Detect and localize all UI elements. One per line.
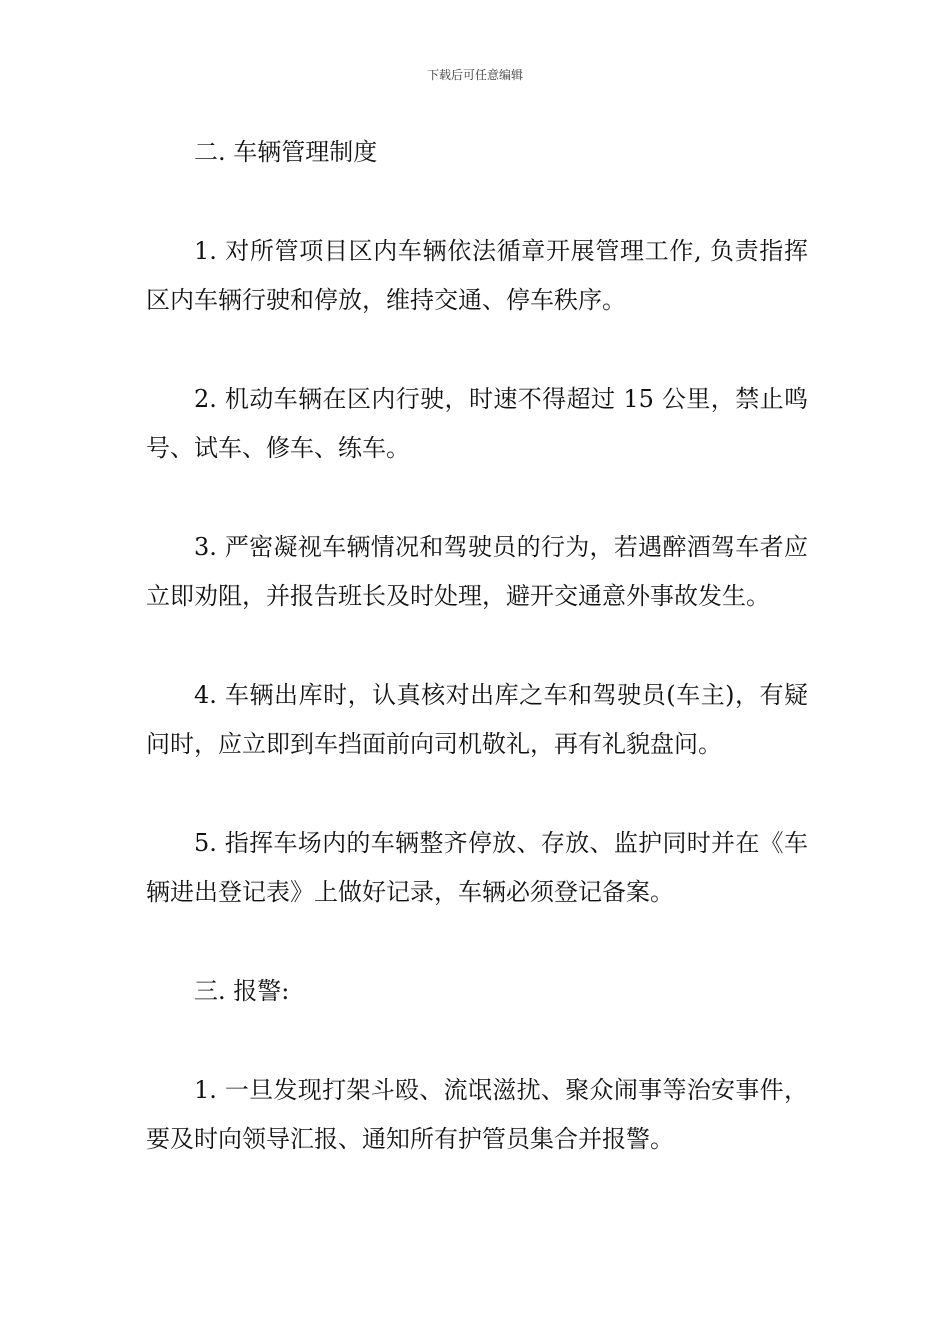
paragraph-item-3: 3. 严密凝视车辆情况和驾驶员的行为，若遇醉酒驾车者应立即劝阻，并报告班长及时处理，避开交通意外事故发生。 [146,533,808,610]
paragraph-item-1: 1. 对所管项目区内车辆依法循章开展管理工作, 负责指挥区内车辆行驶和停放，维持交通、停车秩序。 [146,237,808,314]
paragraph-item-4: 4. 车辆出库时，认真核对出库之车和驾驶员(车主)，有疑问时，应立即到车挡面前向司机敬礼，再有礼貌盘问。 [146,681,808,758]
document-body [146,128,808,1214]
paragraph-item-5: 5. 指挥车场内的车辆整齐停放、存放、监护同时并在《车辆进出登记表》上做好记录，车辆必须登记备案。 [146,829,808,906]
header-note: 下载后可任意编辑 [426,68,523,82]
paragraph-item-2: 2. 机动车辆在区内行驶，时速不得超过 15 公里，禁止鸣号、试车、修车、练车。 [146,385,808,462]
paragraph-alarm-item-1: 1. 一旦发现打架斗殴、流氓滋扰、聚众闹事等治安事件，要及时向领导汇报、通知所有护管员集合并报警。 [146,1076,808,1153]
section-heading-alarm: 三. 报警: [194,977,290,1005]
section-heading-vehicle-management: 二. 车辆管理制度 [194,138,378,166]
